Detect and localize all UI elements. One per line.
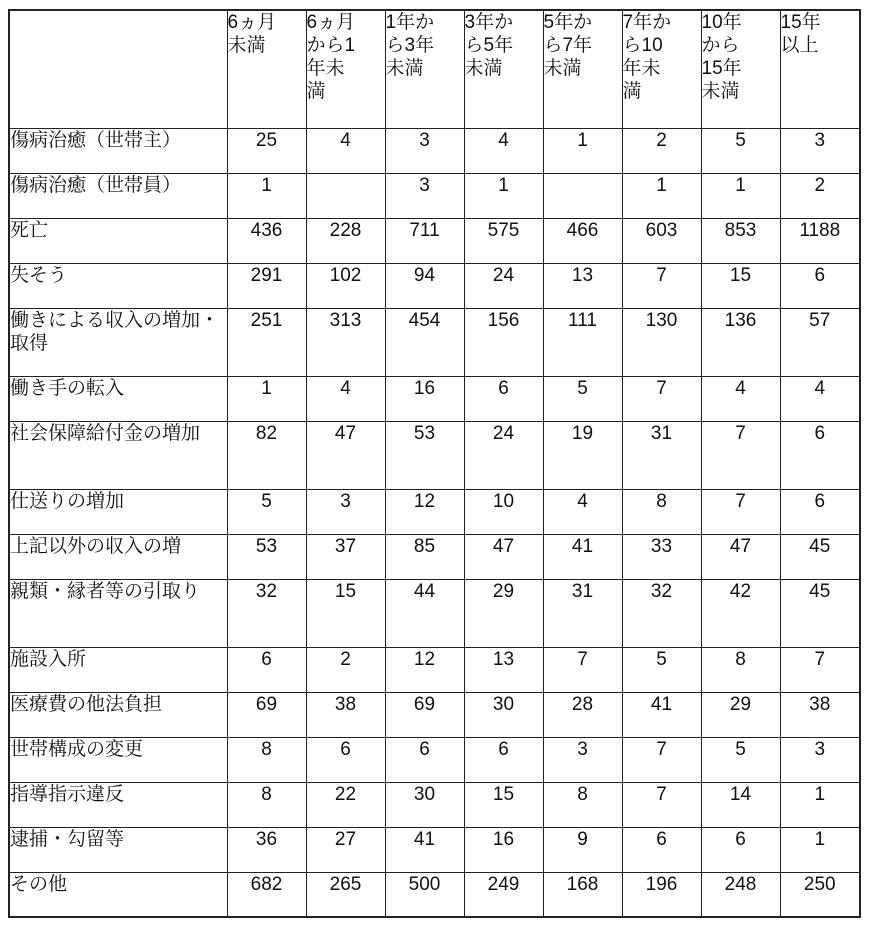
table-cell: 6 <box>780 263 860 308</box>
table-cell: 33 <box>622 534 701 579</box>
table-cell: 500 <box>385 872 464 917</box>
column-header-line: 7年か <box>622 12 672 33</box>
table-row <box>9 737 860 782</box>
column-header-line: 以上 <box>780 35 819 56</box>
table-cell: 436 <box>227 218 306 263</box>
table-row <box>9 376 860 421</box>
table-cell: 168 <box>543 872 622 917</box>
column-header <box>543 10 622 128</box>
row-label: 上記以外の収入の増 <box>9 534 227 579</box>
row-label: 世帯構成の変更 <box>9 737 227 782</box>
row-label: 傷病治癒（世帯員） <box>9 173 227 218</box>
table-row <box>9 782 860 827</box>
table-cell: 8 <box>227 737 306 782</box>
table-cell: 12 <box>385 489 464 534</box>
table-cell: 12 <box>385 647 464 692</box>
table-cell: 228 <box>306 218 385 263</box>
row-label: 社会保障給付金の増加 <box>9 421 227 489</box>
table-cell: 29 <box>701 692 780 737</box>
table-cell: 1 <box>780 782 860 827</box>
column-header-line: ら3年 <box>385 35 435 56</box>
table-cell: 30 <box>464 692 543 737</box>
corner-cell <box>9 10 227 128</box>
table-cell: 13 <box>464 647 543 692</box>
table-cell: 94 <box>385 263 464 308</box>
table-row <box>9 173 860 218</box>
table-cell: 41 <box>622 692 701 737</box>
table-cell: 2 <box>780 173 860 218</box>
row-label: 傷病治癒（世帯主） <box>9 128 227 173</box>
table-cell: 575 <box>464 218 543 263</box>
table-cell: 156 <box>464 308 543 376</box>
table-cell <box>543 173 622 218</box>
table-cell: 249 <box>464 872 543 917</box>
row-label: その他 <box>9 872 227 917</box>
table-cell: 5 <box>701 128 780 173</box>
table-cell: 1 <box>543 128 622 173</box>
column-header-line: 未満 <box>464 58 503 79</box>
column-header <box>385 10 464 128</box>
table-row <box>9 647 860 692</box>
table-cell: 15 <box>701 263 780 308</box>
table-cell: 13 <box>543 263 622 308</box>
table-cell: 16 <box>385 376 464 421</box>
table-cell: 38 <box>780 692 860 737</box>
table-row <box>9 692 860 737</box>
table-cell: 1 <box>464 173 543 218</box>
table-cell: 313 <box>306 308 385 376</box>
column-header <box>227 10 306 128</box>
column-header-line: から1 <box>306 35 356 56</box>
table-cell: 4 <box>780 376 860 421</box>
column-header-line: 1年か <box>385 12 435 33</box>
table-cell: 29 <box>464 579 543 647</box>
table-cell: 10 <box>464 489 543 534</box>
table-cell: 57 <box>780 308 860 376</box>
table-cell: 7 <box>622 782 701 827</box>
column-header-line: 15年 <box>701 58 742 79</box>
column-header <box>464 10 543 128</box>
table-cell: 82 <box>227 421 306 489</box>
column-header-line: 未満 <box>385 58 424 79</box>
row-label: 働きによる収入の増加・取得 <box>9 308 227 376</box>
column-header-line: ら10 <box>622 35 663 56</box>
table-cell: 8 <box>622 489 701 534</box>
header-row <box>9 10 860 128</box>
table-row <box>9 218 860 263</box>
table-cell: 265 <box>306 872 385 917</box>
column-header-line: ら5年 <box>464 35 514 56</box>
table-cell: 41 <box>543 534 622 579</box>
table-cell: 3 <box>306 489 385 534</box>
table-cell: 2 <box>622 128 701 173</box>
table-row <box>9 579 860 647</box>
table-cell: 111 <box>543 308 622 376</box>
table-cell: 30 <box>385 782 464 827</box>
table-cell: 31 <box>622 421 701 489</box>
table-row <box>9 421 860 489</box>
table-cell: 6 <box>701 827 780 872</box>
table-cell: 5 <box>622 647 701 692</box>
table-cell: 6 <box>622 827 701 872</box>
table-cell: 136 <box>701 308 780 376</box>
table-cell <box>306 173 385 218</box>
table-cell: 1 <box>622 173 701 218</box>
table-cell: 31 <box>543 579 622 647</box>
table-cell: 250 <box>780 872 860 917</box>
table-cell: 130 <box>622 308 701 376</box>
table-cell: 47 <box>306 421 385 489</box>
table-cell: 85 <box>385 534 464 579</box>
table-cell: 711 <box>385 218 464 263</box>
table-cell: 3 <box>780 128 860 173</box>
table-cell: 853 <box>701 218 780 263</box>
table-cell: 196 <box>622 872 701 917</box>
table-cell: 6 <box>306 737 385 782</box>
table-cell: 1 <box>701 173 780 218</box>
table-row <box>9 827 860 872</box>
table-cell: 24 <box>464 263 543 308</box>
table-cell: 6 <box>780 421 860 489</box>
row-label: 死亡 <box>9 218 227 263</box>
row-label: 施設入所 <box>9 647 227 692</box>
table-cell: 16 <box>464 827 543 872</box>
row-label: 失そう <box>9 263 227 308</box>
column-header <box>701 10 780 128</box>
table-cell: 682 <box>227 872 306 917</box>
table-cell: 1188 <box>780 218 860 263</box>
table-row <box>9 489 860 534</box>
table-cell: 22 <box>306 782 385 827</box>
table-cell: 45 <box>780 579 860 647</box>
table-cell: 251 <box>227 308 306 376</box>
table-cell: 1 <box>780 827 860 872</box>
table-cell: 24 <box>464 421 543 489</box>
table-cell: 1 <box>227 173 306 218</box>
table-cell: 6 <box>227 647 306 692</box>
table-cell: 7 <box>780 647 860 692</box>
table-cell: 3 <box>543 737 622 782</box>
column-header <box>306 10 385 128</box>
table-cell: 69 <box>227 692 306 737</box>
table-cell: 2 <box>306 647 385 692</box>
column-header-line: 6ヵ月 <box>227 12 277 33</box>
column-header-line: 年未 <box>622 58 661 79</box>
table-cell: 15 <box>464 782 543 827</box>
table-cell: 102 <box>306 263 385 308</box>
column-header-line: 3年か <box>464 12 514 33</box>
table-cell: 9 <box>543 827 622 872</box>
column-header-line: 10年 <box>701 12 742 33</box>
table-cell: 47 <box>464 534 543 579</box>
table-cell: 4 <box>306 376 385 421</box>
column-header-line: 15年 <box>780 12 821 33</box>
table-cell: 7 <box>701 489 780 534</box>
table-cell: 291 <box>227 263 306 308</box>
table-cell: 6 <box>464 376 543 421</box>
table-cell: 37 <box>306 534 385 579</box>
table-cell: 5 <box>227 489 306 534</box>
table-row <box>9 308 860 376</box>
table-cell: 8 <box>227 782 306 827</box>
table-cell: 7 <box>543 647 622 692</box>
column-header <box>622 10 701 128</box>
table-row <box>9 534 860 579</box>
table-cell: 248 <box>701 872 780 917</box>
table-cell: 14 <box>701 782 780 827</box>
table-container <box>8 9 861 918</box>
column-header-line: 未満 <box>543 58 582 79</box>
table-cell: 27 <box>306 827 385 872</box>
table-cell: 41 <box>385 827 464 872</box>
row-label: 逮捕・勾留等 <box>9 827 227 872</box>
column-header-line: から <box>701 35 740 56</box>
table-cell: 19 <box>543 421 622 489</box>
table-cell: 603 <box>622 218 701 263</box>
table-cell: 4 <box>464 128 543 173</box>
table-cell: 454 <box>385 308 464 376</box>
table-cell: 42 <box>701 579 780 647</box>
table-cell: 45 <box>780 534 860 579</box>
table-cell: 5 <box>701 737 780 782</box>
column-header-line: 未満 <box>227 35 266 56</box>
table-body <box>9 128 860 917</box>
table-cell: 47 <box>701 534 780 579</box>
table-cell: 3 <box>385 173 464 218</box>
table-cell: 8 <box>701 647 780 692</box>
table-cell: 4 <box>543 489 622 534</box>
table-row <box>9 263 860 308</box>
table-cell: 36 <box>227 827 306 872</box>
table-row <box>9 872 860 917</box>
column-header-line: 年未 <box>306 58 345 79</box>
table-cell: 466 <box>543 218 622 263</box>
table-cell: 28 <box>543 692 622 737</box>
table-cell: 25 <box>227 128 306 173</box>
row-label: 仕送りの増加 <box>9 489 227 534</box>
row-label: 働き手の転入 <box>9 376 227 421</box>
column-header-line: 満 <box>306 81 326 102</box>
table-row <box>9 128 860 173</box>
table-cell: 3 <box>780 737 860 782</box>
table-cell: 6 <box>464 737 543 782</box>
table-cell: 15 <box>306 579 385 647</box>
row-label: 医療費の他法負担 <box>9 692 227 737</box>
column-header-line: ら7年 <box>543 35 593 56</box>
table-cell: 5 <box>543 376 622 421</box>
table-cell: 7 <box>622 263 701 308</box>
table-cell: 32 <box>227 579 306 647</box>
table-cell: 44 <box>385 579 464 647</box>
table-cell: 4 <box>306 128 385 173</box>
table-cell: 8 <box>543 782 622 827</box>
column-header-line: 6ヵ月 <box>306 12 356 33</box>
data-table <box>8 9 861 918</box>
table-cell: 4 <box>701 376 780 421</box>
table-cell: 6 <box>780 489 860 534</box>
table-cell: 1 <box>227 376 306 421</box>
table-cell: 7 <box>701 421 780 489</box>
column-header-line: 満 <box>622 81 642 102</box>
column-header-line: 5年か <box>543 12 593 33</box>
table-cell: 53 <box>227 534 306 579</box>
table-cell: 38 <box>306 692 385 737</box>
column-header <box>780 10 860 128</box>
table-cell: 69 <box>385 692 464 737</box>
table-cell: 3 <box>385 128 464 173</box>
row-label: 親類・縁者等の引取り <box>9 579 227 647</box>
table-cell: 7 <box>622 376 701 421</box>
table-cell: 53 <box>385 421 464 489</box>
table-cell: 32 <box>622 579 701 647</box>
table-cell: 6 <box>385 737 464 782</box>
row-label: 指導指示違反 <box>9 782 227 827</box>
column-header-line: 未満 <box>701 81 740 102</box>
table-cell: 7 <box>622 737 701 782</box>
